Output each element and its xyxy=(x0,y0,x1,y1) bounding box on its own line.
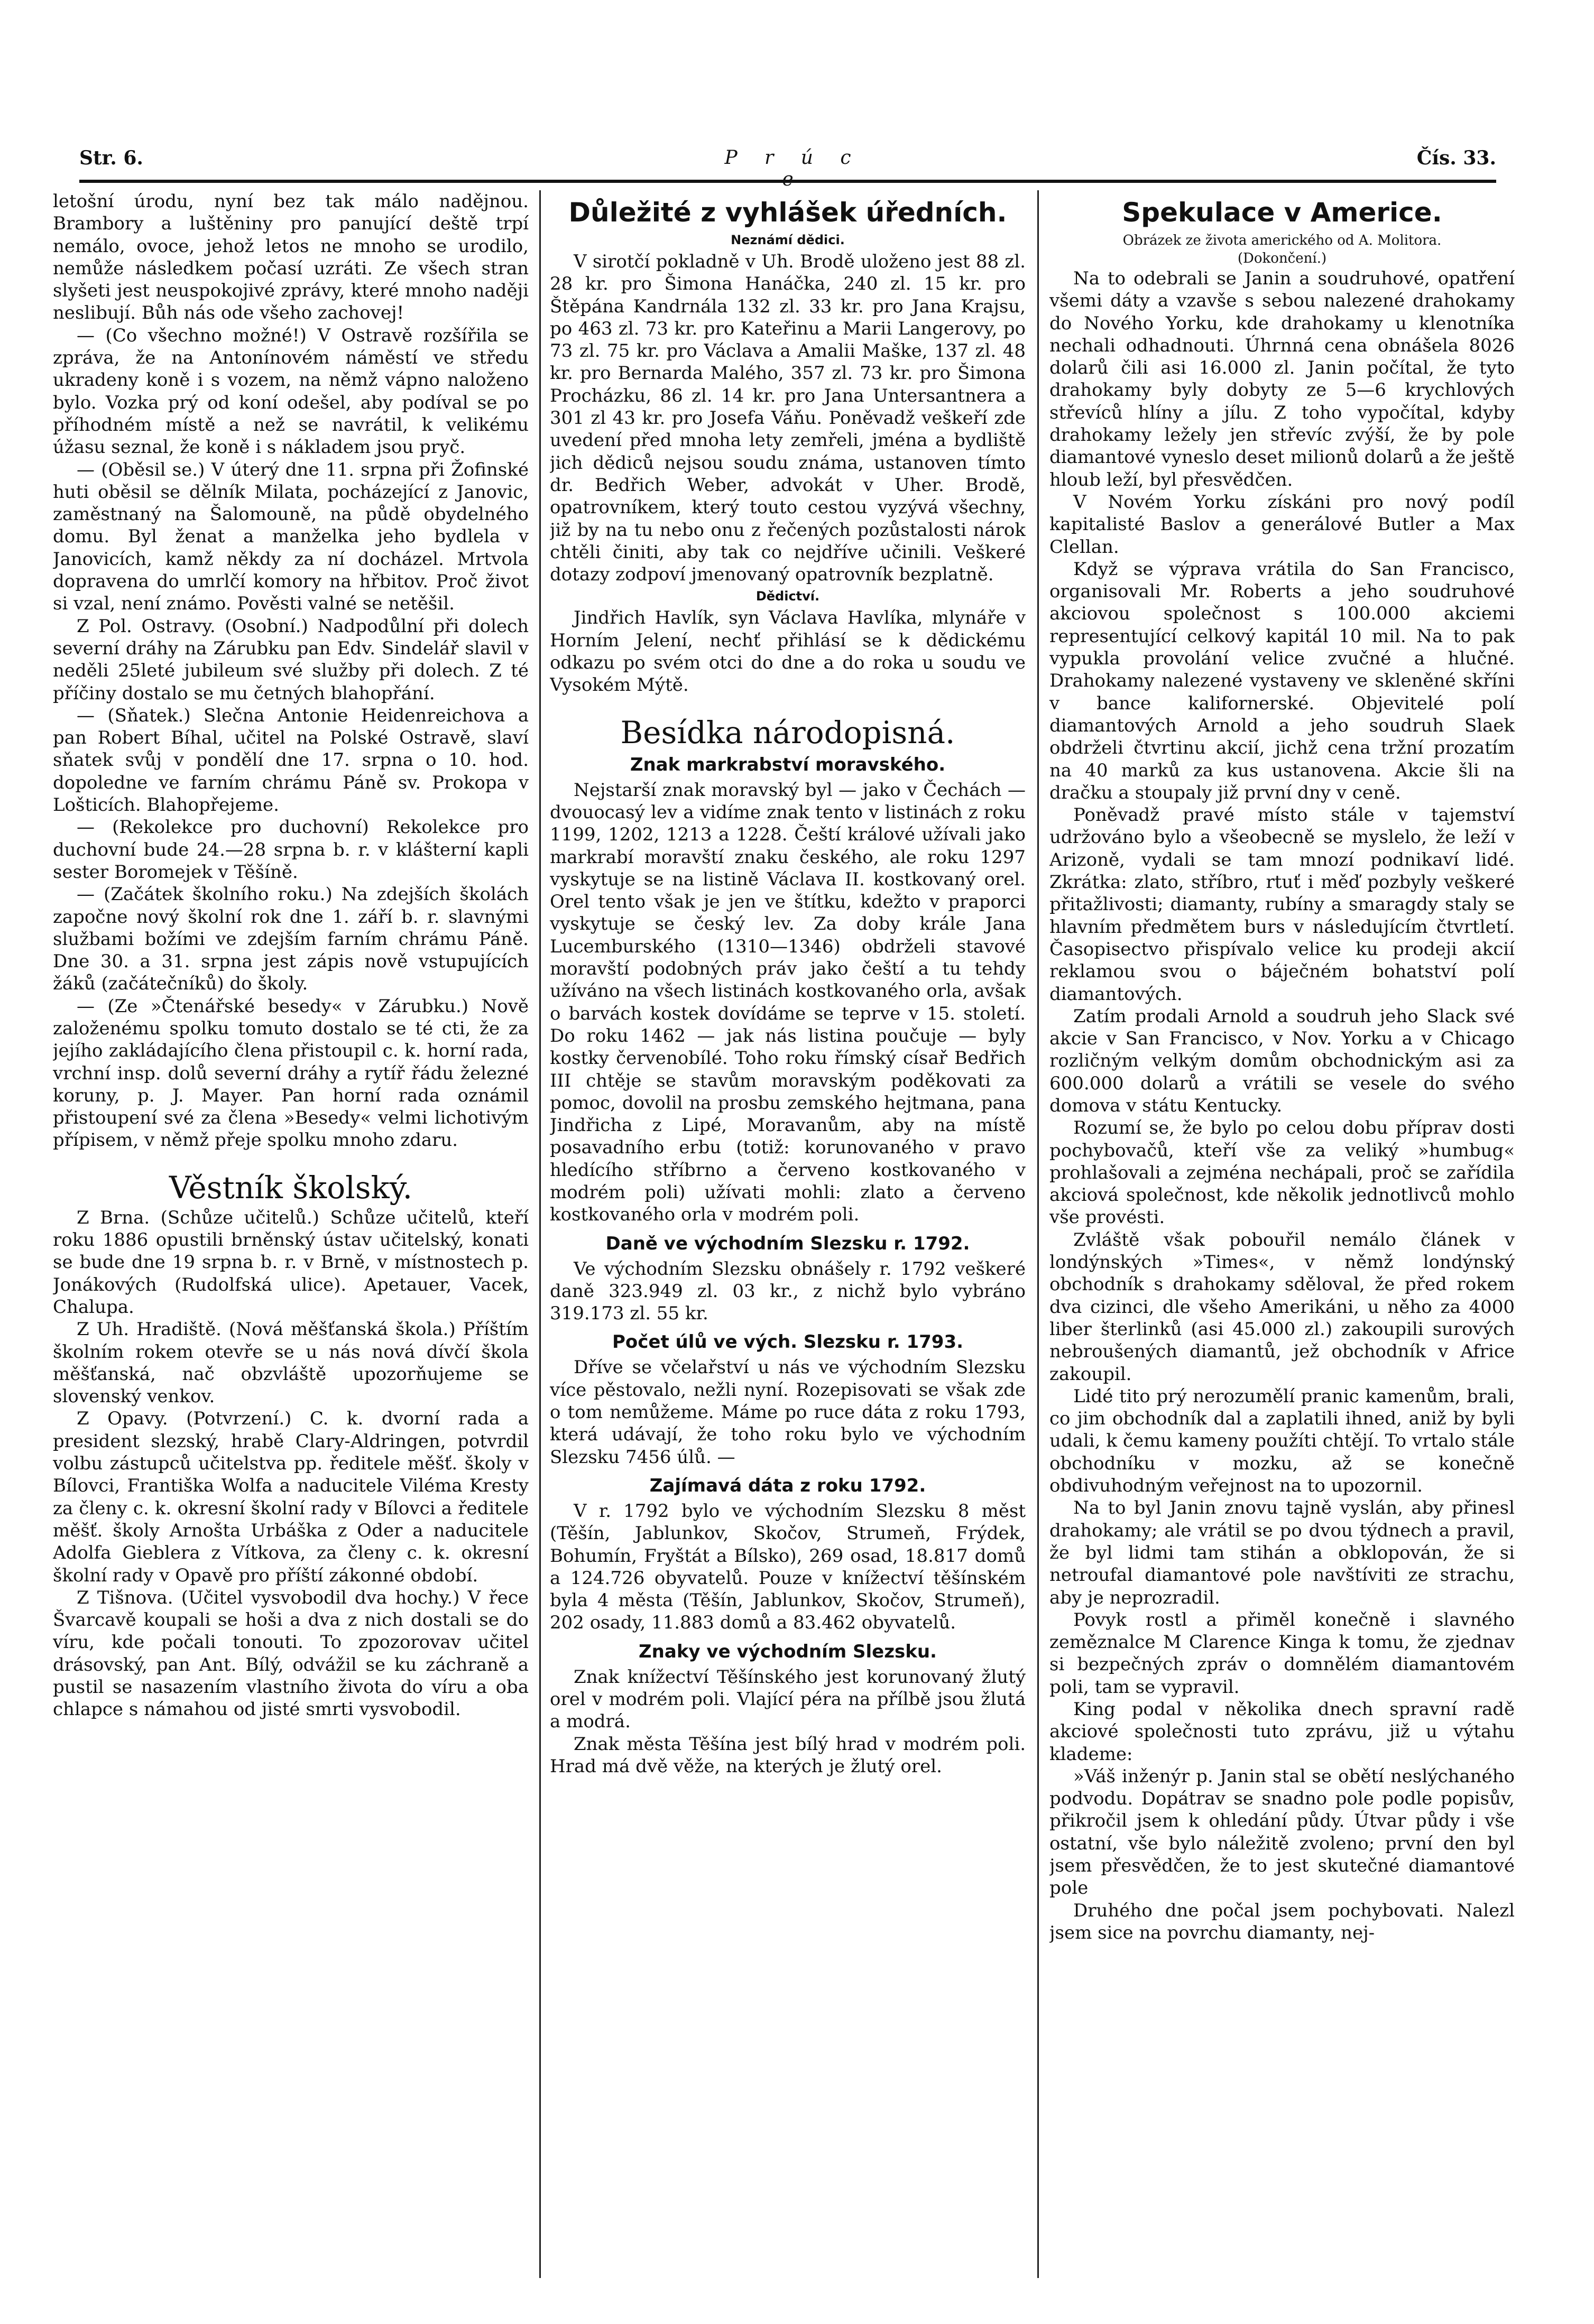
paragraph: Rozumí se, že bylo po celou dobu příprav dosti pochybovačů, kteří vše za veliký »humbug« prohlašovali a zejména nechápali, proč se zařídila akciová společnost, kde několik jednotlivců mohlo vše provésti. xyxy=(1049,1117,1515,1228)
subheading: Znaky ve východním Slezsku. xyxy=(639,1641,937,1662)
paragraph: Druhého dne počal jsem pochybovati. Nalezl jsem sice na povrchu diamanty, nej- xyxy=(1049,1900,1515,1943)
subheading: Znak markrabství moravského. xyxy=(630,754,946,775)
paragraph: Z Uh. Hradiště. (Nová měšťanská škola.) Příštím školním rokem otevře se u nás nová dívčí škola měšťanská, nač obzvláště upozorňujeme se slovenský venkov. xyxy=(53,1319,529,1408)
subheading: Daně ve východním Slezsku r. 1792. xyxy=(605,1233,970,1254)
paragraph: Na to odebrali se Janin a soudruhové, opatření všemi dáty a vzavše s sebou nalezené drahokamy do Nového Yorku, kde drahokamy u klenotníka nechali odhadnouti. Úhrnná cena obnášela 8026 dolarů čili asi 16.000 zl. Janin počítal, že tyto drahokamy byly dobyty ze 5—6 krychlových střevíců hlíny a jílu. Z toho vypočítal, kdyby drahokamy ležely jen střevíc zvýší, že by pole diamantové vyneslo deset milionů dolarů a že ještě hloub leží, byl přesvědčen. xyxy=(1049,268,1515,490)
section-heading: Spekulace v Americe. xyxy=(1122,197,1442,228)
section-heading: Besídka národopisná. xyxy=(620,714,955,751)
subheading: Počet úlů ve vých. Slezsku r. 1793. xyxy=(612,1331,964,1353)
paragraph: V Novém Yorku získáni pro nový podíl kapitalisté Baslov a generálové Butler a Max Clellan. xyxy=(1049,491,1515,558)
paragraph: V sirotčí pokladně v Uh. Brodě uloženo jest 88 zl. 28 kr. pro Šimona Hanáčka, 240 zl. 15 kr. pro Štěpána Kandrnála 132 zl. 33 kr. pro Jana Krajsu, po 463 zl. 73 kr. pro Kateřinu a Marii Langerovy, po 73 zl. 75 kr. pro Václava a Amalii Maške, 137 zl. 48 kr. pro Bernarda Malého, 357 zl. 73 kr. pro Šimona Procházku, 86 zl. 14 kr. pro Jana Untersantnera a 301 zl 43 kr. pro Josefa Váňu. Poněvadž veškeří zde uvedení před mnoha lety zemřeli, jména a bydliště jich dědiců nejsou soudu známa, ustanoven tímto dr. Bedřich Weber, advokát v Uher. Brodě, opatrovníkem, který touto cestou vyzývá všechny, již by na tu nebo onu z řečených pozůstalosti nárok chtěli činiti, aby tak co nejdříve učinili. Veškeré dotazy zodpoví jmenovaný opatrovník bezplatně. xyxy=(550,251,1026,586)
page-header xyxy=(79,147,1496,179)
column-1 xyxy=(53,190,529,2273)
issue-number: Čís. 33. xyxy=(1416,147,1496,169)
paragraph: Povyk rostl a přiměl konečně i slavného zeměznalce M Clarence Kinga k tomu, že zjednav si bezpečných zpráv o domnělém diamantovém poli, tam se vypravil. xyxy=(1049,1609,1515,1698)
paragraph: Z Pol. Ostravy. (Osobní.) Nadpodůlní při dolech severní dráhy na Zárubku pan Edv. Sindelář slavil v neděli 25leté jubileum své služby při dolech. Z té příčiny dostalo se mu četných blahopřání. xyxy=(53,615,529,704)
paragraph: — (Začátek školního roku.) Na zdejších školách započne nový školní rok dne 1. září b. r. slavnými službami božími ve zdejším farním chrámu Páně. Dne 30. a 31. srpna jest zápis nově vstupujících žáků (začátečníků) do školy. xyxy=(53,884,529,995)
paragraph: — (Oběsil se.) V úterý dne 11. srpna při Žofinské huti oběsil se dělník Milata, pocházející z Janovic, zaměstnaný na Šalomouně, na půdě obydelného domu. Byl ženat a manželka jeho bydlela v Janovicích, kamž někdy za ní docházel. Mrtvola dopravena do umrlčí komory na hřbitov. Proč život si vzal, není známo. Pověsti valné se netěšil. xyxy=(53,459,529,615)
subheading: Neznámí dědici. xyxy=(731,233,845,247)
paragraph: »Váš inženýr p. Janin stal se obětí neslýchaného podvodu. Dopátrav se snadno pole podle popisův, přikročil jsem k ohledání půdy. Útvar půdy i vše ostatní, vše bylo náležitě zvoleno; první den byl jsem přesvědčen, že to jest skutečné diamantové pole xyxy=(1049,1765,1515,1899)
subtitle: Obrázek ze života amerického od A. Molitora. xyxy=(1122,233,1442,248)
paragraph: Jindřich Havlík, syn Václava Havlíka, mlynáře v Horním Jelení, nechť přihlásí se k dědickému odkazu po svém otci do dne a do roka u soudu ve Vysokém Mýtě. xyxy=(550,607,1026,696)
paragraph: Znak města Těšína jest bílý hrad v modrém poli. Hrad má dvě věže, na kterých je žlutý orel. xyxy=(550,1733,1026,1777)
paragraph: — (Rekolekce pro duchovní) Rekolekce pro duchovní bude 24.—28 srpna b. r. v klášterní kapli sester Boromejek v Těšíně. xyxy=(53,817,529,883)
paragraph: — (Sňatek.) Slečna Antonie Heidenreichova a pan Robert Bíhal, učitel na Polské Ostravě, slaví sňatek svůj v pondělí dne 17. srpna o 10. hod. dopoledne ve farním chrámu Páně sv. Prokopa v Lošticích. Blahopřejeme. xyxy=(53,705,529,816)
column-divider xyxy=(1037,190,1039,2278)
paragraph: King podal v několika dnech spravní radě akciové společnosti tuto zprávu, již u výtahu klademe: xyxy=(1049,1699,1515,1765)
paragraph: Ve východním Slezsku obnášely r. 1792 veškeré daně 323.949 zl. 03 kr., z nichž bylo vybráno 319.173 zl. 55 kr. xyxy=(550,1258,1026,1325)
paragraph: Z Opavy. (Potvrzení.) C. k. dvorní rada a president slezský, hrabě Clary-Aldringen, potvrdil volbu zástupců učitelstva pp. ředitele měšť. školy v Bílovci, Františka Wolfa a naducitele Viléma Kresty za členy c. k. okresní školní rady v Bílovci a ředitele měšť. školy Arnošta Urbáška z Oder a naducitele Adolfa Gieblera z Vítkova, za členy c. k. okresní školní rady v Opavě pro příští zákonné období. xyxy=(53,1408,529,1586)
section-heading: Věstník školský. xyxy=(169,1169,413,1206)
column-2 xyxy=(550,190,1026,2273)
paragraph: Na to byl Janin znovu tajně vyslán, aby přinesl drahokamy; ale vrátil se po dvou týdnech a pravil, že byl lidmi tam stihán a obklopován, že si netroufal diamantové pole navštíviti ze strachu, aby je neprozradil. xyxy=(1049,1497,1515,1608)
paragraph: letošní úrodu, nyní bez tak málo nadějnou. Brambory a luštěniny pro panující deště trpí nemálo, ovoce, jehož letos ne mnoho se urodilo, nemůže následkem počasí uzráti. Ze všech stran slyšeti jest neuspokojivé zprávy, které mnoho naději neslibují. Bůh nás ode všeho zachovej! xyxy=(53,191,529,324)
column-divider xyxy=(539,190,541,2278)
paragraph: — (Co všechno možné!) V Ostravě rozšířila se zpráva, že na Antonínovém náměstí ve středu ukradeny koně i s vozem, na němž vápno naloženo bylo. Vozka prý od koní odešel, aby podíval se po příhodném místě a než se navrátil, k velikému úžasu seznal, že koně i s nákladem jsou pryč. xyxy=(53,325,529,458)
paragraph: Nejstarší znak moravský byl — jako v Čechách — dvouocasý lev a vidíme znak tento v listinách z roku 1199, 1202, 1213 a 1228. Čeští králové užívali jako markrabí moravští znaku českého, ale roku 1297 vyskytuje se na listině Václava II. kostkovaný orel. Orel tento však je jen ve štítku, kdežto v praporci vyskytuje se český lev. Za doby krále Jana Lucemburského (1310—1346) obdrželi stavové moravští podobných práv jako čeští a tu tehdy užíváno na všech listinách kostkovaného orla, avšak o barvách kostek dovídáme se teprve v 15. století. Do roku 1462 — jak nás listina poučuje — byly kostky červenobílé. Toho roku římský císař Bedřich III chtěje se stavům moravským poděkovati za pomoc, dovolil na prosbu zemského hejtmana, pana Jindřicha z Lipé, Moravanům, aby na místě posavadního erbu (totiž: korunovaného v pravo hledícího stříbrno a červeno kostkovaného v modrém poli) užívati mohli: zlato a červeno kostkovaného orla v modrém poli. xyxy=(550,779,1026,1226)
paragraph: Znak knížectví Těšínského jest korunovaný žlutý orel v modrém poli. Vlající péra na přílbě jsou žlutá a modrá. xyxy=(550,1666,1026,1733)
paragraph: Zvláště však pobouřil nemálo článek v londýnských »Times«, v němž londýnský obchodník s drahokamy sděloval, že před rokem dva cizinci, dle všeho Amerikáni, u něho za 4000 liber šterlinků (asi 45.000 zl.) zakoupili surových nebroušených diamantů, jež obchodník v Africe zakoupil. xyxy=(1049,1229,1515,1385)
newspaper-title: P r ú c xyxy=(724,147,862,169)
paragraph: V r. 1792 bylo ve východním Slezsku 8 měst (Těšín, Jablunkov, Skočov, Strumeň, Frýdek, Bohumín, Fryštát a Bílsko), 269 osad, 18.817 domů a 124.726 obyvatelů. Pouze v knížectví těšínském byla 4 města (Těšín, Jablunkov, Skočov, Strumeň), 202 osady, 11.883 domů a 83.462 obyvatelů. xyxy=(550,1500,1026,1634)
paragraph: Z Brna. (Schůze učitelů.) Schůze učitelů, kteří roku 1886 opustili brněnský ústav učitelský, konati se bude dne 19 srpna b. r. v Brně, v místnostech p. Jonákových (Rudolfská ulice). Apetauer, Vacek, Chalupa. xyxy=(53,1207,529,1318)
subheading: Dědictví. xyxy=(755,589,820,604)
paragraph: Zatím prodali Arnold a soudruh jeho Slack své akcie v San Francisco, v Nov. Yorku a v Chicago rozličným velkým domům obchodnickým asi za 600.000 dolarů a vrátili se vesele do svého domova v státu Kentucky. xyxy=(1049,1005,1515,1116)
paragraph: Lidé tito prý nerozumělí pranic kamenům, brali, co jim obchodník dal a zaplatili ihned, aniž by byli udali, k čemu kameny použíti chtějí. To vrtalo stále obchodníku v mozku, až se konečně obdivuhodným veřejnost na to upozornil. xyxy=(1049,1385,1515,1497)
paragraph: Poněvadž pravé místo stále v tajemství udržováno bylo a všeobecně se myslelo, že leží v Arizoně, vydali se tam mnozí podnikaví lidé. Zkrátka: zlato, stříbro, rtuť i měď pozbyly veškeré přitažlivosti; diamanty, rubíny a smaragdy staly se hlavním předmětem burs v následujícím čtvrtletí. Časopisectvo přispívalo velice ku prodeji akcií reklamou svou o báječném bohatství polí diamantových. xyxy=(1049,804,1515,1005)
paragraph: Dříve se včelařství u nás ve východním Slezsku více pěstovalo, nežli nyní. Rozepisovati se však zde o tom nemůžeme. Máme po ruce dáta z roku 1793, která udávají, že toho roku bylo ve východním Slezsku 7456 úlů. — xyxy=(550,1357,1026,1468)
page-number: Str. 6. xyxy=(79,147,143,169)
column-3 xyxy=(1049,190,1515,2273)
paragraph: Když se výprava vrátila do San Francisco, organisovali Mr. Roberts a jeho soudruhové akciovou společnost s 100.000 akciemi representující celkový kapitál 10 mil. Na to pak vypukla provolání velice zvučné a hlučné. Drahokamy nalezené vystaveny ve skleněné skříni v bance kalifornerské. Objevitelé polí diamantových Arnold a jeho soudruh Slaek obdrželi čtvrtinu akcií, jichž cena tržní prozatím na 40 marků za kus ustanovena. Akcie šli na dračku a stoupaly již první dny v ceně. xyxy=(1049,558,1515,803)
continuation-note: (Dokončení.) xyxy=(1237,251,1327,266)
section-heading: Důležité z vyhlášek úředních. xyxy=(568,197,1007,228)
subheading: Zajímavá dáta z roku 1792. xyxy=(649,1475,926,1496)
header-rule xyxy=(79,180,1496,183)
paragraph: Z Tišnova. (Učitel vysvobodil dva hochy.) V řece Švarcavě koupali se hoši a dva z nich dostali se do víru, kde počali tonouti. To zpozorovav učitel drásovský, pan Ant. Bílý, odvážil se ku záchraně a pustil se nasazením vlastního života do víru a oba chlapce s námahou od jisté smrti vysvobodil. xyxy=(53,1587,529,1720)
paragraph: — (Ze »Čtenářské besedy« v Zárubku.) Nově založenému spolku tomuto dostalo se té cti, že za jejího zakládajícího člena přistoupil c. k. horní rada, vrchní insp. dolů severní dráhy a rytíř řádu železné koruny, p. J. Mayer. Pan horní rada oznámil přistoupení své za člena »Besedy« velmi lichotivým přípisem, v němž přeje spolku mnoho zdaru. xyxy=(53,995,529,1151)
